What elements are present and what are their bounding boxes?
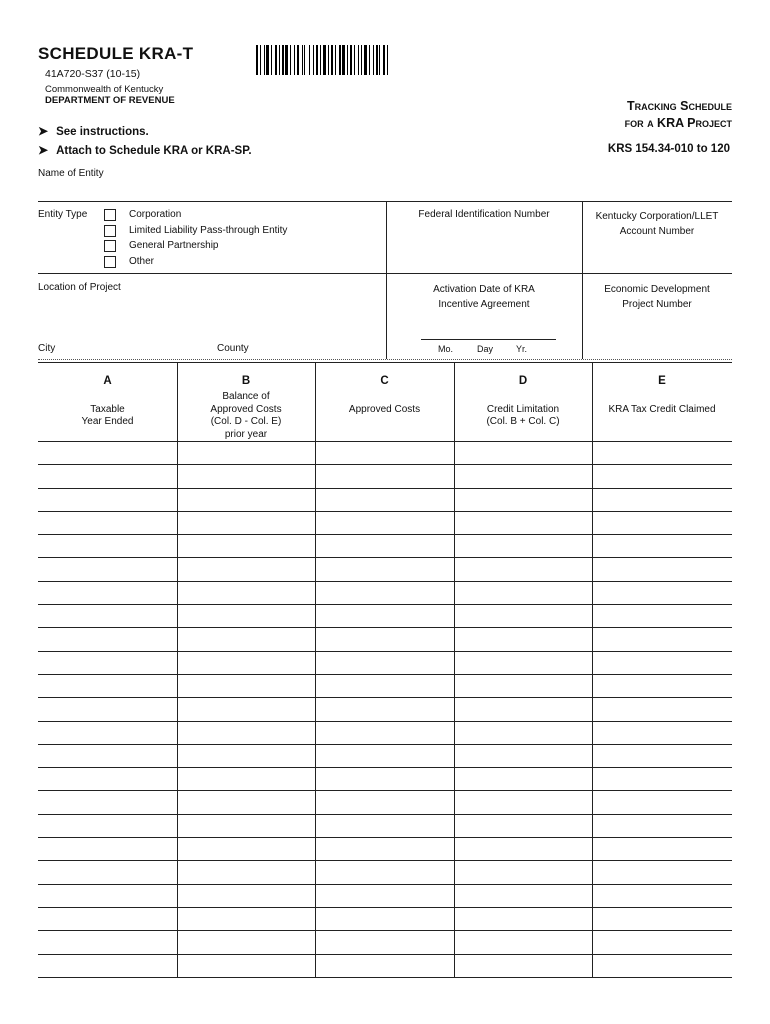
barcode-bar [335, 45, 336, 75]
table-cell-a[interactable] [38, 604, 178, 627]
barcode-bar [275, 45, 277, 75]
barcode-bar [256, 45, 258, 75]
table-cell-c[interactable] [315, 441, 455, 464]
column-letter: B [241, 375, 251, 387]
table-cell-e[interactable] [592, 814, 732, 837]
barcode-bar [339, 45, 341, 75]
column-letter: A [103, 375, 112, 387]
column-caption [38, 391, 177, 404]
table-cell-b[interactable] [177, 511, 316, 534]
table-top-border [38, 362, 732, 363]
table-cell-b[interactable] [177, 907, 316, 930]
column-letter: C [380, 375, 389, 387]
barcode-bar [279, 45, 280, 75]
table-cell-d[interactable] [454, 837, 593, 860]
column-caption: (Col. B + Col. C) [486, 416, 560, 427]
table-cell-d[interactable] [454, 558, 593, 581]
table-row [38, 791, 732, 815]
table-cell-a[interactable] [38, 721, 178, 744]
form-title: SCHEDULE KRA-T [38, 44, 194, 63]
table-row [38, 604, 732, 628]
table-cell-a[interactable] [38, 814, 178, 837]
barcode-bar [373, 45, 374, 75]
table-cell-b[interactable] [177, 744, 316, 767]
table-row [38, 767, 732, 791]
date-year-label: Yr. [516, 344, 528, 354]
table-cell-e[interactable] [592, 464, 732, 487]
table-cell-e[interactable] [592, 860, 732, 883]
barcode-bar [313, 45, 314, 75]
table-cell-c[interactable] [315, 860, 455, 883]
table-cell-b[interactable] [177, 604, 316, 627]
table-cell-d[interactable] [454, 721, 593, 744]
table-cell-b[interactable] [177, 791, 316, 814]
table-cell-c[interactable] [315, 697, 455, 720]
table-cell-d[interactable] [454, 954, 593, 977]
column-header-b [177, 375, 315, 441]
table-cell-e[interactable] [592, 534, 732, 557]
table-cell-c[interactable] [315, 954, 455, 977]
table-cell-c[interactable] [315, 534, 455, 557]
barcode-bar [260, 45, 261, 75]
option-general-partnership: General Partnership [129, 240, 219, 251]
arrow-icon: ➤ [38, 124, 49, 138]
table-cell-d[interactable] [454, 534, 593, 557]
barcode-bar [285, 45, 288, 75]
location-label: Location of Project [38, 282, 121, 293]
table-cell-b[interactable] [177, 860, 316, 883]
column-caption: Balance of [222, 391, 270, 402]
instruction-line-2: ➤ Attach to Schedule KRA or KRA-SP. [38, 143, 252, 157]
checkbox-other[interactable] [104, 256, 116, 268]
table-cell-c[interactable] [315, 581, 455, 604]
table-cell-b[interactable] [177, 930, 316, 953]
table-cell-c[interactable] [315, 721, 455, 744]
table-cell-a[interactable] [38, 884, 178, 907]
table-cell-e[interactable] [592, 674, 732, 697]
table-cell-c[interactable] [315, 511, 455, 534]
column-caption [315, 391, 454, 404]
department-label: DEPARTMENT OF REVENUE [45, 95, 175, 106]
table-cell-e[interactable] [592, 954, 732, 977]
checkbox-llp[interactable] [104, 225, 116, 237]
barcode-bar [342, 45, 345, 75]
table-cell-b[interactable] [177, 674, 316, 697]
table-row [38, 511, 732, 535]
table-cell-b[interactable] [177, 837, 316, 860]
barcode-bar [358, 45, 359, 75]
table-cell-a[interactable] [38, 697, 178, 720]
table-cell-a[interactable] [38, 464, 178, 487]
table-cell-c[interactable] [315, 767, 455, 790]
column-letter: D [518, 375, 528, 387]
column-header-e [592, 375, 732, 416]
table-cell-d[interactable] [454, 791, 593, 814]
table-cell-b[interactable] [177, 534, 316, 557]
barcode-bar [316, 45, 318, 75]
table-cell-d[interactable] [454, 767, 593, 790]
column-header-d [454, 375, 592, 429]
table-cell-d[interactable] [454, 604, 593, 627]
table-cell-d[interactable] [454, 488, 593, 511]
table-cell-c[interactable] [315, 930, 455, 953]
table-cell-e[interactable] [592, 791, 732, 814]
column-caption: Credit Limitation [486, 403, 560, 415]
date-month-label: Mo. [438, 344, 454, 354]
table-cell-d[interactable] [454, 884, 593, 907]
table-cell-b[interactable] [177, 697, 316, 720]
table-cell-c[interactable] [315, 744, 455, 767]
city-label: City [38, 343, 56, 354]
barcode-bar [271, 45, 272, 75]
table-cell-b[interactable] [177, 441, 316, 464]
table-cell-a[interactable] [38, 954, 178, 977]
table-row [38, 837, 732, 861]
table-cell-c[interactable] [315, 791, 455, 814]
barcode-bar [320, 45, 321, 75]
table-row [38, 907, 732, 931]
table-cell-c[interactable] [315, 627, 455, 650]
table-cell-e[interactable] [592, 651, 732, 674]
date-day-label: Day [477, 344, 494, 354]
table-cell-c[interactable] [315, 488, 455, 511]
table-cell-a[interactable] [38, 441, 178, 464]
table-cell-e[interactable] [592, 627, 732, 650]
checkbox-corporation[interactable] [104, 209, 116, 221]
table-cell-b[interactable] [177, 627, 316, 650]
column-caption: (Col. D - Col. E) [210, 416, 282, 427]
barcode-bar [387, 45, 388, 75]
barcode-bar [361, 45, 362, 75]
table-cell-c[interactable] [315, 651, 455, 674]
option-corporation: Corporation [129, 209, 182, 220]
table-cell-a[interactable] [38, 791, 178, 814]
table-cell-e[interactable] [592, 441, 732, 464]
section-divider [38, 273, 732, 274]
table-row [38, 651, 732, 675]
table-row [38, 488, 732, 512]
table-row [38, 954, 732, 978]
barcode-bar [354, 45, 355, 75]
divider [386, 201, 387, 359]
table-row [38, 860, 732, 884]
table-cell-a[interactable] [38, 907, 178, 930]
table-cell-e[interactable] [592, 767, 732, 790]
table-cell-b[interactable] [177, 558, 316, 581]
barcode-bar [297, 45, 299, 75]
table-cell-e[interactable] [592, 581, 732, 604]
table-row [38, 814, 732, 838]
table-cell-d[interactable] [454, 860, 593, 883]
tracking-title: Tracking Schedule for a KRA Project [624, 99, 732, 130]
checkbox-general-partnership[interactable] [104, 240, 116, 252]
county-label: County [217, 343, 249, 354]
barcode-bar [350, 45, 352, 75]
table-cell-e[interactable] [592, 907, 732, 930]
federal-id-label: Federal Identification Number [418, 209, 550, 220]
table-cell-b[interactable] [177, 651, 316, 674]
table-cell-a[interactable] [38, 930, 178, 953]
barcode-bar [264, 45, 265, 75]
table-cell-d[interactable] [454, 581, 593, 604]
table-row [38, 627, 732, 651]
table-cell-d[interactable] [454, 674, 593, 697]
econ-dev-label: Economic Development Project Number [604, 284, 710, 310]
table-row [38, 697, 732, 721]
table-cell-e[interactable] [592, 837, 732, 860]
table-cell-b[interactable] [177, 464, 316, 487]
column-caption: prior year [224, 428, 268, 440]
column-caption: Approved Costs [210, 403, 282, 415]
table-row [38, 721, 732, 745]
name-of-entity-field[interactable] [38, 201, 732, 202]
table-cell-a[interactable] [38, 534, 178, 557]
instruction-line-1: ➤ See instructions. [38, 124, 149, 138]
table-cell-e[interactable] [592, 697, 732, 720]
table-row [38, 441, 732, 465]
column-caption [592, 391, 732, 404]
table-cell-d[interactable] [454, 930, 593, 953]
column-header-a [38, 375, 177, 429]
table-cell-a[interactable] [38, 744, 178, 767]
barcode-bar [304, 45, 305, 75]
table-cell-e[interactable] [592, 604, 732, 627]
table-row [38, 558, 732, 582]
column-caption: Taxable [90, 403, 125, 415]
table-row [38, 674, 732, 698]
table-cell-a[interactable] [38, 627, 178, 650]
column-header-c [315, 375, 454, 416]
table-cell-a[interactable] [38, 837, 178, 860]
barcode-bar [290, 45, 291, 75]
barcode-bar [323, 45, 326, 75]
table-cell-c[interactable] [315, 464, 455, 487]
option-other: Other [129, 256, 155, 267]
activation-date-field[interactable] [421, 339, 556, 340]
table-cell-c[interactable] [315, 558, 455, 581]
table-cell-c[interactable] [315, 837, 455, 860]
krs-reference: KRS 154.34-010 to 120 [607, 143, 730, 155]
barcode-bar [379, 45, 380, 75]
table-cell-c[interactable] [315, 814, 455, 837]
barcode-bar [383, 45, 385, 75]
column-caption [454, 391, 592, 404]
barcode-bar [309, 45, 310, 75]
barcode-icon [256, 45, 430, 75]
entity-type-label: Entity Type [38, 209, 88, 220]
barcode-bar [282, 45, 284, 75]
table-cell-e[interactable] [592, 488, 732, 511]
table-cell-d[interactable] [454, 814, 593, 837]
table-cell-d[interactable] [454, 907, 593, 930]
table-cell-b[interactable] [177, 954, 316, 977]
column-caption: Year Ended [81, 416, 134, 427]
activation-date-label: Activation Date of KRA Incentive Agreement [433, 284, 535, 310]
table-cell-c[interactable] [315, 884, 455, 907]
column-caption: Approved Costs [348, 403, 421, 415]
table-row [38, 534, 732, 558]
table-cell-e[interactable] [592, 558, 732, 581]
column-caption: KRA Tax Credit Claimed [608, 403, 716, 415]
table-cell-d[interactable] [454, 464, 593, 487]
table-cell-a[interactable] [38, 674, 178, 697]
table-cell-a[interactable] [38, 581, 178, 604]
table-cell-d[interactable] [454, 651, 593, 674]
table-cell-c[interactable] [315, 604, 455, 627]
table-cell-a[interactable] [38, 651, 178, 674]
barcode-bar [328, 45, 329, 75]
barcode-bar [294, 45, 295, 75]
barcode-bar [347, 45, 348, 75]
table-cell-d[interactable] [454, 744, 593, 767]
table-row [38, 581, 732, 605]
arrow-icon: ➤ [38, 143, 49, 157]
table-cell-b[interactable] [177, 814, 316, 837]
barcode-bar [364, 45, 367, 75]
ky-corp-account-label: Kentucky Corporation/LLET Account Number [595, 211, 719, 237]
table-cell-a[interactable] [38, 558, 178, 581]
table-cell-e[interactable] [592, 721, 732, 744]
table-row [38, 744, 732, 768]
table-cell-b[interactable] [177, 767, 316, 790]
table-row [38, 464, 732, 488]
table-cell-a[interactable] [38, 488, 178, 511]
barcode-bar [369, 45, 370, 75]
table-row [38, 930, 732, 954]
barcode-bar [302, 45, 303, 75]
table-cell-b[interactable] [177, 884, 316, 907]
barcode-bar [376, 45, 378, 75]
table-cell-b[interactable] [177, 721, 316, 744]
option-llp: Limited Liability Pass-through Entity [129, 225, 288, 236]
name-of-entity-label: Name of Entity [38, 168, 104, 179]
table-cell-a[interactable] [38, 860, 178, 883]
table-cell-d[interactable] [454, 697, 593, 720]
table-cell-e[interactable] [592, 884, 732, 907]
column-letter: E [658, 375, 666, 387]
form-number: 41A720-S37 (10-15) [45, 68, 141, 80]
table-row [38, 884, 732, 908]
table-cell-b[interactable] [177, 488, 316, 511]
table-cell-e[interactable] [592, 930, 732, 953]
table-cell-d[interactable] [454, 441, 593, 464]
table-cell-d[interactable] [454, 511, 593, 534]
table-cell-a[interactable] [38, 511, 178, 534]
barcode-bar [331, 45, 333, 75]
table-cell-d[interactable] [454, 627, 593, 650]
table-cell-c[interactable] [315, 907, 455, 930]
table-cell-b[interactable] [177, 581, 316, 604]
table-cell-a[interactable] [38, 767, 178, 790]
table-cell-e[interactable] [592, 744, 732, 767]
commonwealth-label: Commonwealth of Kentucky [45, 84, 164, 95]
table-cell-c[interactable] [315, 674, 455, 697]
table-cell-e[interactable] [592, 511, 732, 534]
section-divider [38, 359, 732, 360]
barcode-bar [266, 45, 269, 75]
